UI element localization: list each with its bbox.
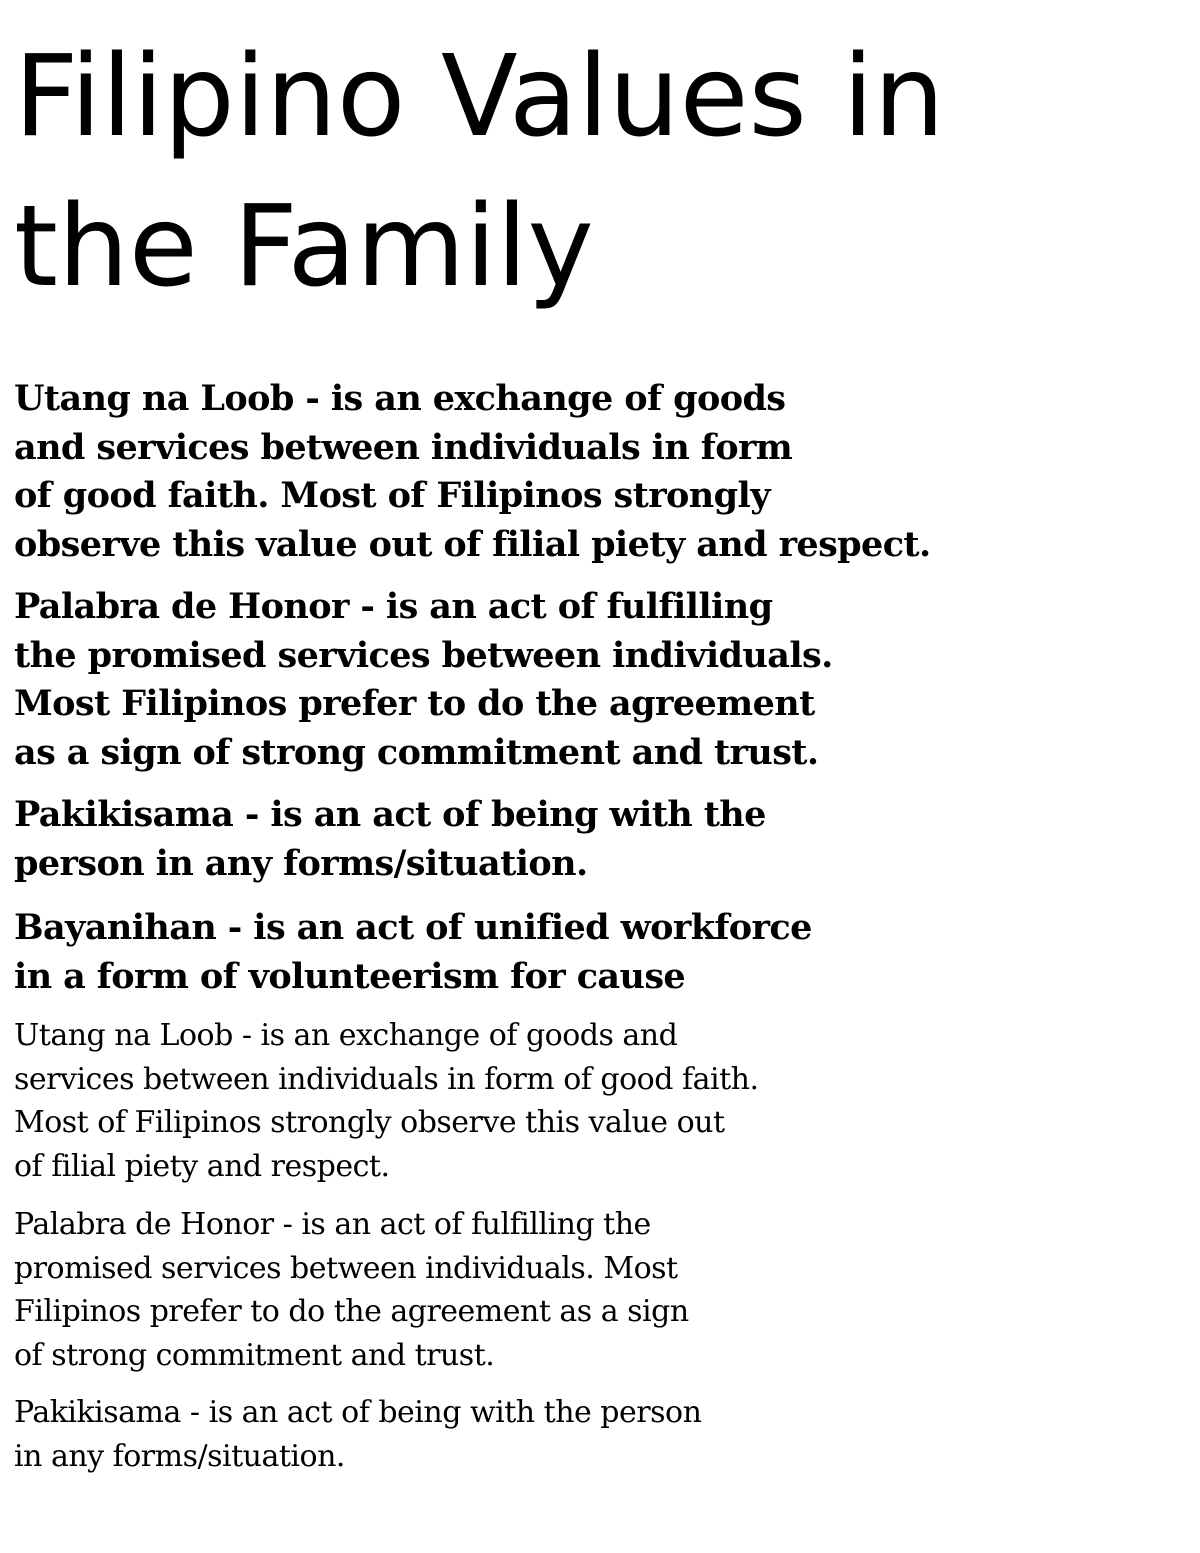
- paragraph-line: Most Filipinos prefer to do the agreement: [14, 683, 815, 724]
- paragraph-utang-na-loob: [14, 375, 931, 569]
- paragraph-line: and services between individuals in form: [14, 426, 793, 468]
- paragraph-line: Bayanihan - is an act of unified workforce: [14, 907, 812, 948]
- paragraph-pakikisama: [14, 791, 766, 888]
- page-title: [14, 22, 1164, 322]
- paragraph-utang-na-loob-small: [14, 1014, 758, 1188]
- paragraph-line: of strong commitment and trust.: [14, 1337, 495, 1373]
- title-line-2: the Family: [14, 182, 594, 312]
- paragraph-line: Palabra de Honor - is an act of fulfilling: [14, 586, 773, 627]
- paragraph-palabra-de-honor-small: [14, 1203, 689, 1377]
- paragraph-line: person in any forms/situation.: [14, 842, 588, 884]
- title-line-1: Filipino Values in: [14, 32, 945, 162]
- paragraph-line: Utang na Loob - is an exchange of goods and: [14, 1018, 678, 1053]
- paragraph-bayanihan: [14, 904, 812, 1001]
- paragraph-line: Most of Filipinos strongly observe this value out: [14, 1105, 725, 1140]
- paragraph-palabra-de-honor: [14, 583, 833, 777]
- paragraph-line: Filipinos prefer to do the agreement as a sign: [14, 1294, 689, 1329]
- paragraph-line: Utang na Loob - is an exchange of goods: [14, 378, 786, 419]
- paragraph-line: of good faith. Most of Filipinos strongly: [14, 475, 770, 516]
- paragraph-line: the promised services between individuals.: [14, 634, 833, 676]
- paragraph-line: promised services between individuals. Most: [14, 1250, 678, 1286]
- paragraph-line: in any forms/situation.: [14, 1438, 345, 1474]
- paragraph-pakikisama-small: [14, 1391, 701, 1478]
- paragraph-line: Palabra de Honor - is an act of fulfilling the: [14, 1207, 651, 1242]
- paragraph-line: Pakikisama - is an act of being with the person: [14, 1395, 702, 1430]
- paragraph-line: services between individuals in form of good faith.: [14, 1061, 759, 1097]
- paragraph-line: of filial piety and respect.: [14, 1148, 390, 1184]
- paragraph-line: as a sign of strong commitment and trust.: [14, 731, 819, 773]
- paragraph-line: observe this value out of filial piety and respect.: [14, 523, 931, 565]
- paragraph-line: in a form of volunteerism for cause: [14, 955, 686, 997]
- paragraph-line: Pakikisama - is an act of being with the: [14, 794, 766, 835]
